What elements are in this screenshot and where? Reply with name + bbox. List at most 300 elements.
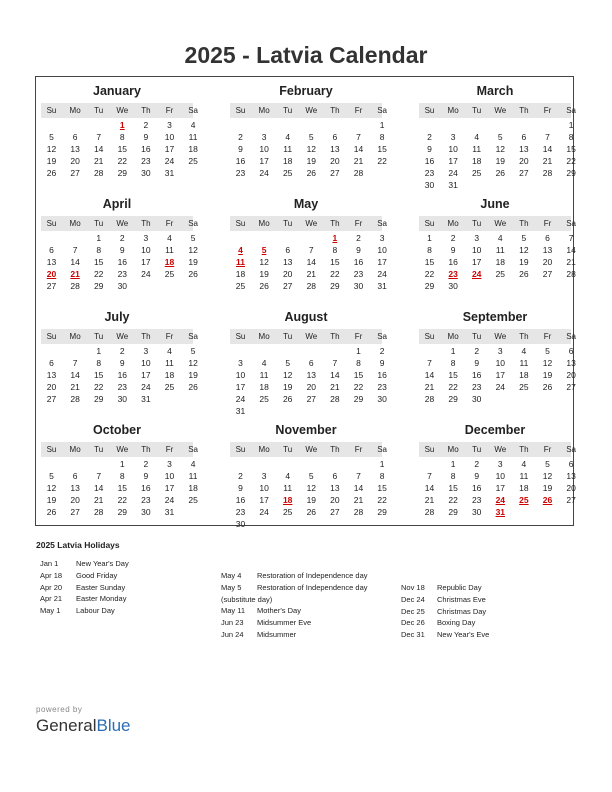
day-cell: 22: [93, 269, 104, 279]
day-cell: 13: [330, 483, 340, 493]
day-cell: 1: [450, 346, 456, 356]
day-cell: 3: [167, 459, 172, 469]
weekday-label: Mo: [258, 219, 270, 228]
day-cell: 14: [306, 257, 317, 267]
holiday-date: May 1: [40, 606, 61, 616]
day-cell: 27: [70, 507, 80, 517]
day-cell: 17: [164, 144, 175, 154]
day-cell: 28: [330, 394, 340, 404]
day-cell: 22: [93, 382, 104, 392]
day-cell: 14: [566, 245, 576, 255]
weekday-label: Sa: [188, 219, 198, 228]
month-july: [41, 310, 198, 415]
day-cell: 13: [70, 144, 80, 154]
day-cell: 27: [46, 394, 57, 404]
day-cell: 16: [235, 156, 246, 166]
day-cell: 25: [188, 156, 198, 166]
holiday-day: 20: [46, 269, 57, 279]
weekday-label: Sa: [188, 106, 198, 115]
weekday-label: Fr: [543, 445, 552, 454]
weekday-label: We: [305, 106, 318, 115]
day-cell: 12: [46, 144, 57, 154]
day-cell: 13: [330, 144, 340, 154]
weekday-label: Fr: [354, 332, 363, 341]
day-cell: 6: [568, 346, 574, 356]
day-cell: 20: [519, 156, 529, 166]
day-cell: 15: [377, 144, 387, 154]
day-cell: 1: [119, 459, 125, 469]
day-cell: 29: [117, 507, 128, 517]
holiday-name: Christmas Eve: [437, 594, 486, 604]
day-cell: 5: [545, 346, 550, 356]
day-cell: 25: [164, 382, 175, 392]
weekday-label: Su: [46, 219, 57, 228]
day-cell: 6: [285, 245, 291, 255]
day-cell: 20: [70, 156, 80, 166]
day-cell: 22: [424, 269, 435, 279]
day-cell: 24: [495, 382, 506, 392]
day-cell: 21: [306, 269, 317, 279]
day-cell: 6: [72, 471, 78, 481]
generalblue-logo[interactable]: [36, 716, 131, 736]
day-cell: 18: [519, 370, 529, 380]
weekday-label: Tu: [472, 332, 482, 341]
day-cell: 19: [519, 257, 529, 267]
day-cell: 29: [448, 507, 458, 517]
weekday-label: Mo: [447, 106, 459, 115]
day-cell: 13: [70, 483, 80, 493]
day-cell: 20: [542, 257, 553, 267]
weekday-label: We: [116, 219, 129, 228]
day-cell: 7: [545, 132, 550, 142]
month-march: [419, 84, 576, 190]
day-cell: 19: [495, 156, 506, 166]
day-cell: 23: [117, 269, 128, 279]
day-cell: 4: [285, 132, 291, 142]
day-cell: 8: [450, 471, 456, 481]
day-cell: 7: [72, 358, 78, 368]
day-cell: 2: [474, 346, 480, 356]
day-cell: 13: [306, 370, 317, 380]
month-may: [230, 197, 387, 302]
day-cell: 2: [474, 459, 480, 469]
day-cell: 3: [474, 233, 480, 243]
day-cell: 15: [448, 370, 458, 380]
holiday-day: 18: [282, 495, 293, 505]
day-cell: 4: [167, 233, 172, 243]
day-cell: 16: [448, 257, 458, 267]
day-cell: 25: [495, 269, 506, 279]
day-cell: 9: [143, 132, 149, 142]
weekday-label: Fr: [354, 445, 363, 454]
day-cell: 14: [93, 483, 104, 493]
day-cell: 24: [259, 168, 269, 178]
weekday-label: We: [494, 219, 507, 228]
day-cell: 23: [141, 156, 151, 166]
holiday-date: Jun 23: [221, 618, 244, 628]
day-cell: 29: [117, 168, 128, 178]
weekday-label: Su: [46, 332, 57, 341]
weekday-label: Su: [424, 106, 435, 115]
day-cell: 6: [308, 358, 314, 368]
holiday-name: New Year's Eve: [437, 630, 490, 640]
day-cell: 11: [519, 358, 529, 368]
day-cell: 15: [448, 483, 458, 493]
day-cell: 10: [141, 245, 151, 255]
weekday-label: Sa: [377, 445, 387, 454]
day-cell: 7: [568, 233, 574, 243]
day-cell: 7: [427, 358, 432, 368]
day-cell: 16: [117, 370, 128, 380]
day-cell: 25: [259, 394, 269, 404]
day-cell: 5: [190, 346, 196, 356]
weekday-label: We: [116, 106, 129, 115]
weekday-label: We: [116, 445, 129, 454]
weekday-header: [230, 103, 387, 118]
holiday-date: Nov 18: [401, 583, 425, 592]
day-cell: 23: [424, 168, 435, 178]
day-cell: 11: [472, 144, 482, 154]
holiday-entry: [40, 559, 215, 569]
day-cell: 1: [96, 233, 102, 243]
day-cell: 10: [235, 370, 246, 380]
day-cell: 7: [72, 245, 78, 255]
holiday-name: New Year's Day: [76, 559, 129, 568]
day-cell: 23: [141, 495, 151, 505]
weekday-label: Th: [330, 332, 340, 341]
holiday-day: 4: [238, 245, 243, 255]
day-cell: 15: [566, 144, 576, 154]
day-cell: 3: [497, 346, 503, 356]
holiday-day: 26: [542, 495, 553, 505]
day-cell: 14: [353, 483, 364, 493]
weekday-label: Sa: [188, 332, 198, 341]
day-cell: 12: [495, 144, 506, 154]
holiday-entry: [221, 583, 396, 593]
day-cell: 11: [165, 358, 174, 368]
holiday-name: Easter Sunday: [76, 582, 126, 592]
weekday-label: Su: [46, 106, 57, 115]
day-cell: 26: [306, 507, 317, 517]
day-cell: 23: [377, 382, 387, 392]
day-cell: 19: [306, 156, 317, 166]
day-cell: 3: [238, 358, 243, 368]
day-cell: 16: [424, 156, 435, 166]
day-cell: 19: [188, 257, 198, 267]
holiday-day: 25: [519, 495, 529, 505]
day-cell: 5: [308, 471, 314, 481]
day-cell: 28: [93, 168, 104, 178]
day-cell: 19: [542, 370, 553, 380]
day-cell: 9: [474, 471, 480, 481]
day-cell: 14: [542, 144, 553, 154]
weekday-label: Mo: [258, 332, 270, 341]
day-cell: 17: [471, 257, 482, 267]
weekday-label: Su: [235, 106, 246, 115]
day-cell: 23: [235, 507, 246, 517]
day-cell: 21: [93, 156, 104, 166]
weekday-label: Fr: [165, 219, 174, 228]
day-cell: 21: [566, 257, 576, 267]
day-cell: 23: [117, 382, 128, 392]
holiday-day: 24: [471, 269, 482, 279]
day-cell: 18: [282, 156, 293, 166]
holiday-entry: [40, 583, 215, 593]
weekday-label: Fr: [165, 445, 174, 454]
day-cell: 8: [568, 132, 574, 142]
day-cell: 28: [353, 168, 364, 178]
day-cell: 26: [542, 382, 553, 392]
weekday-label: Th: [141, 106, 151, 115]
weekday-label: We: [116, 332, 129, 341]
weekday-label: We: [305, 219, 318, 228]
day-cell: 15: [93, 370, 104, 380]
holiday-name: Labour Day: [76, 606, 115, 616]
holiday-date: Jan 1: [40, 559, 59, 568]
day-cell: 26: [259, 281, 269, 291]
weekday-label: Mo: [447, 445, 459, 454]
holidays-heading: 2025 Latvia Holidays: [36, 540, 120, 550]
day-cell: 7: [427, 471, 432, 481]
day-cell: 18: [188, 144, 198, 154]
weekday-header: [41, 103, 198, 118]
day-cell: 18: [471, 156, 482, 166]
holiday-entry: [40, 594, 215, 604]
weekday-label: We: [305, 445, 318, 454]
weekday-label: Tu: [94, 332, 104, 341]
month-august: [230, 310, 387, 416]
day-cell: 16: [471, 370, 482, 380]
day-cell: 28: [542, 168, 553, 178]
day-cell: 22: [566, 156, 576, 166]
day-cell: 28: [93, 507, 104, 517]
day-cell: 14: [70, 370, 80, 380]
day-cell: 17: [377, 257, 387, 267]
month-january: [41, 84, 198, 189]
holiday-entry: [401, 618, 576, 628]
day-cell: 28: [424, 507, 435, 517]
day-cell: 4: [474, 132, 480, 142]
day-cell: 26: [519, 269, 529, 279]
weekday-label: Th: [330, 106, 340, 115]
day-cell: 9: [119, 358, 125, 368]
day-cell: 21: [330, 382, 340, 392]
day-cell: 19: [188, 370, 198, 380]
day-cell: 5: [497, 132, 503, 142]
page-title: 2025 - Latvia Calendar: [184, 42, 428, 68]
holiday-day: 31: [495, 507, 506, 517]
day-cell: 6: [545, 233, 550, 243]
day-cell: 7: [96, 132, 102, 142]
weekday-label: Tu: [472, 445, 482, 454]
weekday-label: Fr: [165, 106, 174, 115]
day-cell: 18: [188, 483, 198, 493]
holiday-day: 1: [119, 120, 125, 130]
day-cell: 23: [471, 382, 482, 392]
day-cell: 6: [49, 245, 54, 255]
day-cell: 14: [330, 370, 340, 380]
day-cell: 9: [450, 245, 456, 255]
day-cell: 13: [46, 257, 57, 267]
day-cell: 22: [117, 156, 128, 166]
day-cell: 3: [143, 233, 149, 243]
weekday-header: [230, 442, 387, 457]
day-cell: 9: [238, 483, 243, 493]
weekday-label: Fr: [543, 332, 552, 341]
day-cell: 16: [141, 483, 151, 493]
day-cell: 23: [235, 168, 246, 178]
day-cell: 17: [164, 483, 175, 493]
day-cell: 27: [542, 269, 553, 279]
day-cell: 25: [164, 269, 175, 279]
day-cell: 5: [49, 471, 54, 481]
day-cell: 3: [379, 233, 385, 243]
day-cell: 9: [143, 471, 149, 481]
day-cell: 25: [282, 507, 293, 517]
day-cell: 10: [164, 471, 175, 481]
day-cell: 11: [188, 132, 198, 142]
weekday-label: We: [494, 106, 507, 115]
weekday-label: Su: [424, 445, 435, 454]
day-cell: 6: [49, 358, 54, 368]
day-cell: 31: [377, 281, 387, 291]
day-cell: 13: [566, 358, 576, 368]
day-cell: 6: [72, 132, 78, 142]
day-cell: 29: [353, 394, 364, 404]
day-cell: 31: [164, 507, 175, 517]
day-cell: 2: [427, 132, 432, 142]
month-name: February: [279, 84, 333, 98]
month-february: [230, 84, 387, 189]
day-cell: 4: [285, 471, 291, 481]
day-cell: 29: [93, 281, 104, 291]
day-cell: 10: [495, 471, 506, 481]
day-cell: 8: [427, 245, 432, 255]
day-cell: 14: [70, 257, 80, 267]
day-cell: 21: [542, 156, 553, 166]
holiday-entry: [40, 606, 215, 616]
month-name: March: [476, 84, 514, 98]
day-cell: 10: [141, 358, 151, 368]
month-name: August: [284, 310, 328, 324]
day-cell: 19: [259, 269, 269, 279]
day-cell: 9: [474, 358, 480, 368]
day-cell: 25: [235, 281, 246, 291]
holiday-name: (substitute day): [221, 594, 273, 604]
day-cell: 23: [471, 495, 482, 505]
holiday-entry: [221, 571, 396, 581]
day-cell: 27: [330, 168, 340, 178]
day-cell: 26: [46, 507, 57, 517]
day-cell: 11: [259, 370, 269, 380]
month-april: [41, 197, 198, 302]
day-cell: 19: [282, 382, 293, 392]
holiday-date: May 11: [221, 606, 246, 616]
day-cell: 30: [424, 180, 435, 190]
weekday-header: [419, 216, 576, 231]
day-cell: 9: [119, 245, 125, 255]
weekday-label: Su: [235, 445, 246, 454]
day-cell: 18: [519, 483, 529, 493]
day-cell: 26: [188, 269, 198, 279]
weekday-label: Tu: [94, 445, 104, 454]
holiday-day: 11: [236, 257, 245, 267]
month-name: October: [93, 423, 141, 437]
day-cell: 8: [379, 132, 385, 142]
month-november: [230, 423, 387, 529]
month-name: November: [275, 423, 337, 437]
day-cell: 25: [188, 495, 198, 505]
day-cell: 15: [377, 483, 387, 493]
day-cell: 30: [117, 394, 128, 404]
day-cell: 2: [119, 346, 125, 356]
day-cell: 15: [330, 257, 340, 267]
day-cell: 9: [427, 144, 432, 154]
day-cell: 10: [448, 144, 458, 154]
day-cell: 19: [46, 495, 57, 505]
day-cell: 17: [448, 156, 458, 166]
month-name: June: [480, 197, 510, 211]
day-cell: 18: [259, 382, 269, 392]
day-cell: 21: [93, 495, 104, 505]
day-cell: 13: [282, 257, 293, 267]
weekday-label: Fr: [543, 106, 552, 115]
weekday-header: [230, 329, 387, 344]
day-cell: 1: [427, 233, 432, 243]
day-cell: 20: [330, 495, 340, 505]
day-cell: 15: [117, 483, 128, 493]
day-cell: 26: [306, 168, 317, 178]
day-cell: 27: [306, 394, 317, 404]
day-cell: 28: [566, 269, 576, 279]
day-cell: 12: [519, 245, 529, 255]
day-cell: 31: [141, 394, 151, 404]
day-cell: 2: [143, 120, 149, 130]
day-cell: 6: [521, 132, 527, 142]
holiday-date: Apr 21: [40, 594, 63, 604]
day-cell: 12: [188, 358, 198, 368]
day-cell: 24: [141, 382, 151, 392]
day-cell: 15: [93, 257, 104, 267]
day-cell: 11: [495, 245, 505, 255]
day-cell: 8: [450, 358, 456, 368]
day-cell: 31: [235, 406, 246, 416]
weekday-label: Th: [141, 445, 151, 454]
day-cell: 7: [356, 471, 361, 481]
month-june: [419, 197, 576, 302]
day-cell: 8: [119, 471, 125, 481]
day-cell: 1: [96, 346, 102, 356]
day-cell: 24: [164, 156, 175, 166]
day-cell: 16: [117, 257, 128, 267]
holiday-entry: [221, 618, 396, 628]
weekday-label: Mo: [258, 445, 270, 454]
weekday-label: Mo: [447, 219, 459, 228]
day-cell: 28: [70, 281, 80, 291]
day-cell: 7: [308, 245, 314, 255]
month-name: May: [293, 197, 319, 211]
day-cell: 11: [283, 483, 293, 493]
day-cell: 12: [259, 257, 269, 267]
holiday-date: May 5: [221, 582, 242, 592]
day-cell: 17: [141, 257, 151, 267]
day-cell: 4: [497, 233, 503, 243]
weekday-label: Su: [46, 445, 57, 454]
day-cell: 4: [521, 459, 527, 469]
day-cell: 2: [356, 233, 361, 243]
day-cell: 25: [471, 168, 482, 178]
holiday-name: Christmas Day: [437, 606, 487, 616]
